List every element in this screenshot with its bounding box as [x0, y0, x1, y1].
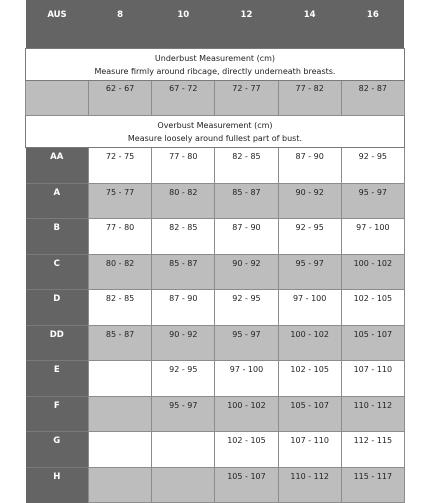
overbust-value-cell: 85 - 87: [152, 254, 215, 290]
cup-size-label: G: [26, 432, 89, 468]
overbust-value-cell: 105 - 107: [341, 325, 404, 361]
underbust-value: 77 - 82: [278, 81, 341, 116]
overbust-value-cell: 95 - 97: [152, 396, 215, 432]
overbust-value-cell: [89, 467, 152, 503]
overbust-value-cell: 92 - 95: [152, 361, 215, 397]
overbust-value-cell: 87 - 90: [152, 290, 215, 326]
table-row: [26, 219, 405, 255]
overbust-value-cell: 90 - 92: [278, 183, 341, 219]
underbust-instruction: Measure firmly around ribcage, directly underneath breasts.: [94, 66, 336, 76]
overbust-value-cell: [89, 361, 152, 397]
overbust-value-cell: 97 - 100: [278, 290, 341, 326]
size-header: 12: [215, 0, 278, 49]
overbust-value-cell: 80 - 82: [89, 254, 152, 290]
size-header: 10: [152, 0, 215, 49]
overbust-value-cell: 82 - 85: [215, 148, 278, 184]
overbust-value-cell: 85 - 87: [215, 183, 278, 219]
underbust-value: 67 - 72: [152, 81, 215, 116]
table-row: [26, 396, 405, 432]
overbust-value-cell: [152, 467, 215, 503]
underbust-info: [26, 49, 405, 81]
overbust-value-cell: 77 - 80: [89, 219, 152, 255]
corner-label: AUS: [26, 0, 89, 49]
overbust-value-cell: 87 - 90: [278, 148, 341, 184]
overbust-instruction: Measure loosely around fullest part of bust.: [127, 133, 303, 143]
overbust-value-cell: 85 - 87: [89, 325, 152, 361]
size-header: 14: [278, 0, 341, 49]
overbust-value-cell: 102 - 105: [278, 361, 341, 397]
table-row: [26, 432, 405, 468]
overbust-title: Overbust Measurement (cm): [157, 120, 273, 130]
underbust-value: 62 - 67: [89, 81, 152, 116]
size-header: 8: [89, 0, 152, 49]
overbust-value-cell: 80 - 82: [152, 183, 215, 219]
overbust-value-cell: 102 - 105: [341, 290, 404, 326]
header-row: [26, 0, 405, 49]
overbust-value-cell: 107 - 110: [278, 432, 341, 468]
overbust-value-cell: 102 - 105: [215, 432, 278, 468]
table-row: [26, 467, 405, 503]
cup-size-label: A: [26, 183, 89, 219]
overbust-value-cell: 90 - 92: [215, 254, 278, 290]
table-row: [26, 290, 405, 326]
overbust-value-cell: 95 - 97: [278, 254, 341, 290]
overbust-value-cell: 72 - 75: [89, 148, 152, 184]
table-row: [26, 183, 405, 219]
cup-size-label: B: [26, 219, 89, 255]
table-row: [26, 148, 405, 184]
overbust-value-cell: 77 - 80: [152, 148, 215, 184]
overbust-value-cell: 82 - 85: [89, 290, 152, 326]
table-row: [26, 254, 405, 290]
overbust-value-cell: 110 - 112: [341, 396, 404, 432]
overbust-value-cell: 107 - 110: [341, 361, 404, 397]
size-header: 16: [341, 0, 404, 49]
cup-size-label: DD: [26, 325, 89, 361]
cup-size-label: C: [26, 254, 89, 290]
overbust-info: [26, 116, 405, 148]
underbust-info-row: [26, 49, 405, 81]
overbust-value-cell: 100 - 102: [278, 325, 341, 361]
overbust-value-cell: 97 - 100: [341, 219, 404, 255]
table-row: [26, 361, 405, 397]
overbust-value-cell: 105 - 107: [278, 396, 341, 432]
cup-size-label: D: [26, 290, 89, 326]
overbust-value-cell: 110 - 112: [278, 467, 341, 503]
overbust-value-cell: 87 - 90: [215, 219, 278, 255]
overbust-value-cell: [152, 432, 215, 468]
overbust-value-cell: 92 - 95: [341, 148, 404, 184]
table-row: [26, 325, 405, 361]
overbust-value-cell: 100 - 102: [215, 396, 278, 432]
underbust-value: 82 - 87: [341, 81, 404, 116]
overbust-value-cell: 82 - 85: [152, 219, 215, 255]
underbust-value: 72 - 77: [215, 81, 278, 116]
overbust-value-cell: 100 - 102: [341, 254, 404, 290]
overbust-value-cell: 105 - 107: [215, 467, 278, 503]
overbust-value-cell: [89, 396, 152, 432]
overbust-value-cell: 75 - 77: [89, 183, 152, 219]
overbust-value-cell: 95 - 97: [215, 325, 278, 361]
overbust-value-cell: 95 - 97: [341, 183, 404, 219]
overbust-value-cell: 112 - 115: [341, 432, 404, 468]
cup-size-label: E: [26, 361, 89, 397]
cup-size-label: AA: [26, 148, 89, 184]
overbust-info-row: [26, 116, 405, 148]
cup-size-label: H: [26, 467, 89, 503]
overbust-value-cell: 90 - 92: [152, 325, 215, 361]
overbust-value-cell: 97 - 100: [215, 361, 278, 397]
overbust-value-cell: [89, 432, 152, 468]
overbust-value-cell: 115 - 117: [341, 467, 404, 503]
overbust-value-cell: 92 - 95: [215, 290, 278, 326]
underbust-title: Underbust Measurement (cm): [154, 53, 276, 63]
underbust-values-row: [26, 81, 405, 116]
cup-size-label: F: [26, 396, 89, 432]
bra-size-table: [25, 0, 405, 503]
overbust-value-cell: 92 - 95: [278, 219, 341, 255]
underbust-blank-cell: [26, 81, 89, 116]
